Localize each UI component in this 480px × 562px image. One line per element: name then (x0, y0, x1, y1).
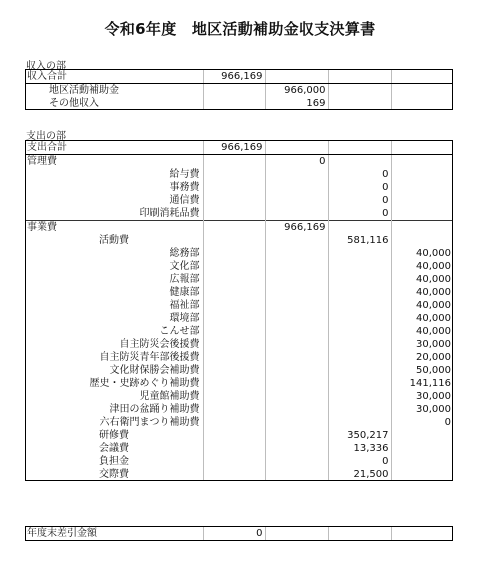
amount-cell: 141,116 (391, 377, 453, 390)
empty-cell (328, 141, 391, 155)
expense-section-label: 支出の部 (26, 131, 66, 142)
empty-cell (328, 351, 391, 364)
ledger-row (25, 221, 453, 235)
amount-cell: 0 (328, 207, 391, 221)
ledger-row (25, 351, 453, 364)
empty-cell (328, 84, 391, 98)
empty-cell (328, 377, 391, 390)
amount-cell: 966,169 (265, 221, 328, 235)
empty-cell (328, 338, 391, 351)
ledger-row (25, 84, 453, 98)
item-label: 支出合計 (25, 141, 203, 155)
amount-cell: 30,000 (391, 390, 453, 403)
empty-cell (328, 221, 391, 235)
item-label: 活動費 (99, 235, 129, 246)
item-label: 文化部 (169, 261, 200, 272)
empty-cell (328, 527, 391, 541)
amount-cell: 0 (328, 455, 391, 468)
amount-cell: 40,000 (391, 260, 453, 273)
amount-cell: 50,000 (391, 364, 453, 377)
empty-cell (391, 194, 453, 207)
empty-cell (391, 207, 453, 221)
amount-cell: 966,169 (203, 141, 265, 155)
empty-cell (265, 377, 328, 390)
amount-cell: 40,000 (391, 325, 453, 338)
ledger-row (25, 194, 453, 207)
ledger-row (25, 338, 453, 351)
empty-cell (265, 194, 328, 207)
item-label: 文化財保勝会補助費 (109, 365, 200, 376)
amount-cell: 966,169 (203, 70, 265, 84)
empty-cell (203, 377, 265, 390)
item-label: 会議費 (99, 443, 129, 454)
empty-cell (391, 97, 453, 110)
empty-cell (328, 403, 391, 416)
empty-cell (391, 442, 453, 455)
item-label: その他収入 (49, 98, 99, 109)
empty-cell (203, 247, 265, 260)
income-table (25, 69, 453, 110)
item-label: 歴史・史跡めぐり補助費 (89, 378, 200, 389)
ledger-row (25, 468, 453, 481)
item-label: こんせ部 (159, 326, 200, 337)
empty-cell (265, 455, 328, 468)
amount-cell: 0 (265, 155, 328, 169)
empty-cell (265, 70, 328, 84)
empty-cell (328, 155, 391, 169)
empty-cell (203, 97, 265, 110)
amount-cell: 21,500 (328, 468, 391, 481)
empty-cell (203, 429, 265, 442)
empty-cell (391, 234, 453, 247)
ledger-row (25, 416, 453, 429)
amount-cell: 40,000 (391, 299, 453, 312)
amount-cell: 0 (203, 527, 265, 541)
empty-cell (265, 286, 328, 299)
empty-cell (265, 351, 328, 364)
expense-table (25, 140, 453, 481)
item-label: 事業費 (25, 221, 203, 235)
empty-cell (328, 260, 391, 273)
empty-cell (265, 181, 328, 194)
item-label: 管理費 (25, 155, 203, 169)
balance-table (25, 526, 453, 541)
amount-cell: 20,000 (391, 351, 453, 364)
empty-cell (265, 168, 328, 181)
item-label: 自主防災会後援費 (119, 339, 200, 350)
empty-cell (203, 299, 265, 312)
empty-cell (265, 442, 328, 455)
ledger-row (25, 247, 453, 260)
empty-cell (203, 325, 265, 338)
amount-cell: 40,000 (391, 273, 453, 286)
ledger-row (25, 70, 453, 84)
amount-cell: 40,000 (391, 312, 453, 325)
ledger-row (25, 207, 453, 221)
item-label: 交際費 (99, 469, 129, 480)
empty-cell (203, 351, 265, 364)
empty-cell (328, 299, 391, 312)
empty-cell (265, 403, 328, 416)
empty-cell (265, 390, 328, 403)
empty-cell (265, 312, 328, 325)
amount-cell: 40,000 (391, 247, 453, 260)
amount-cell: 581,116 (328, 234, 391, 247)
amount-cell: 40,000 (391, 286, 453, 299)
amount-cell: 0 (391, 416, 453, 429)
empty-cell (391, 455, 453, 468)
empty-cell (203, 403, 265, 416)
ledger-row (25, 181, 453, 194)
amount-cell: 13,336 (328, 442, 391, 455)
amount-cell: 30,000 (391, 403, 453, 416)
empty-cell (328, 70, 391, 84)
empty-cell (265, 364, 328, 377)
ledger-row (25, 141, 453, 155)
ledger-row (25, 155, 453, 169)
empty-cell (391, 429, 453, 442)
empty-cell (391, 84, 453, 98)
empty-cell (391, 221, 453, 235)
empty-cell (328, 416, 391, 429)
item-label: 負担金 (99, 456, 129, 467)
ledger-row (25, 299, 453, 312)
item-label: 地区活動補助金 (49, 85, 119, 96)
empty-cell (203, 221, 265, 235)
empty-cell (265, 338, 328, 351)
empty-cell (391, 141, 453, 155)
amount-cell: 350,217 (328, 429, 391, 442)
empty-cell (265, 527, 328, 541)
item-label: 通信費 (169, 195, 200, 206)
ledger-row (25, 442, 453, 455)
empty-cell (391, 527, 453, 541)
empty-cell (203, 155, 265, 169)
item-label: 児童館補助費 (139, 391, 200, 402)
item-label: 広報部 (169, 274, 200, 285)
item-label: 福祉部 (169, 300, 200, 311)
empty-cell (203, 364, 265, 377)
amount-cell: 0 (328, 168, 391, 181)
ledger-row (25, 312, 453, 325)
empty-cell (203, 234, 265, 247)
ledger-row (25, 325, 453, 338)
amount-cell: 0 (328, 194, 391, 207)
item-label: 収入合計 (25, 70, 203, 84)
ledger-row (25, 403, 453, 416)
ledger-row (25, 97, 453, 110)
empty-cell (328, 364, 391, 377)
ledger-row (25, 273, 453, 286)
empty-cell (203, 207, 265, 221)
item-label: 津田の盆踊り補助費 (109, 404, 200, 415)
ledger-row (25, 377, 453, 390)
empty-cell (203, 168, 265, 181)
income-section-label: 収入の部 (26, 61, 66, 72)
empty-cell (328, 325, 391, 338)
item-label: 研修費 (99, 430, 129, 441)
item-label: 自主防災青年部後援費 (99, 352, 200, 363)
empty-cell (265, 234, 328, 247)
amount-cell: 30,000 (391, 338, 453, 351)
item-label: 環境部 (169, 313, 200, 324)
ledger-row (25, 234, 453, 247)
empty-cell (203, 286, 265, 299)
ledger-row (25, 364, 453, 377)
amount-cell: 0 (328, 181, 391, 194)
empty-cell (203, 416, 265, 429)
amount-cell: 966,000 (265, 84, 328, 98)
empty-cell (328, 286, 391, 299)
empty-cell (203, 390, 265, 403)
empty-cell (328, 390, 391, 403)
ledger-row (25, 390, 453, 403)
empty-cell (391, 181, 453, 194)
empty-cell (203, 260, 265, 273)
empty-cell (265, 429, 328, 442)
empty-cell (328, 247, 391, 260)
empty-cell (265, 207, 328, 221)
empty-cell (265, 416, 328, 429)
item-label: 健康部 (169, 287, 200, 298)
ledger-row (25, 455, 453, 468)
empty-cell (203, 273, 265, 286)
empty-cell (203, 468, 265, 481)
ledger-row (25, 429, 453, 442)
empty-cell (328, 273, 391, 286)
empty-cell (265, 299, 328, 312)
amount-cell: 169 (265, 97, 328, 110)
empty-cell (203, 442, 265, 455)
empty-cell (265, 468, 328, 481)
empty-cell (203, 338, 265, 351)
empty-cell (265, 273, 328, 286)
item-label: 給与費 (169, 169, 200, 180)
document-title: 令和6年度 地区活動補助金収支決算書 (104, 20, 376, 38)
item-label: 総務部 (169, 248, 200, 259)
empty-cell (265, 260, 328, 273)
empty-cell (203, 194, 265, 207)
item-label: 印刷消耗品費 (139, 208, 200, 219)
item-label: 六右衛門まつり補助費 (99, 417, 200, 428)
item-label: 年度末差引金額 (25, 527, 203, 541)
ledger-row (25, 260, 453, 273)
empty-cell (265, 247, 328, 260)
empty-cell (265, 325, 328, 338)
empty-cell (203, 455, 265, 468)
empty-cell (391, 155, 453, 169)
empty-cell (391, 468, 453, 481)
item-label: 事務費 (169, 182, 200, 193)
empty-cell (328, 97, 391, 110)
empty-cell (265, 141, 328, 155)
ledger-row (25, 286, 453, 299)
empty-cell (203, 84, 265, 98)
empty-cell (391, 70, 453, 84)
empty-cell (203, 312, 265, 325)
ledger-row (25, 168, 453, 181)
empty-cell (328, 312, 391, 325)
ledger-row (25, 527, 453, 541)
empty-cell (391, 168, 453, 181)
empty-cell (203, 181, 265, 194)
